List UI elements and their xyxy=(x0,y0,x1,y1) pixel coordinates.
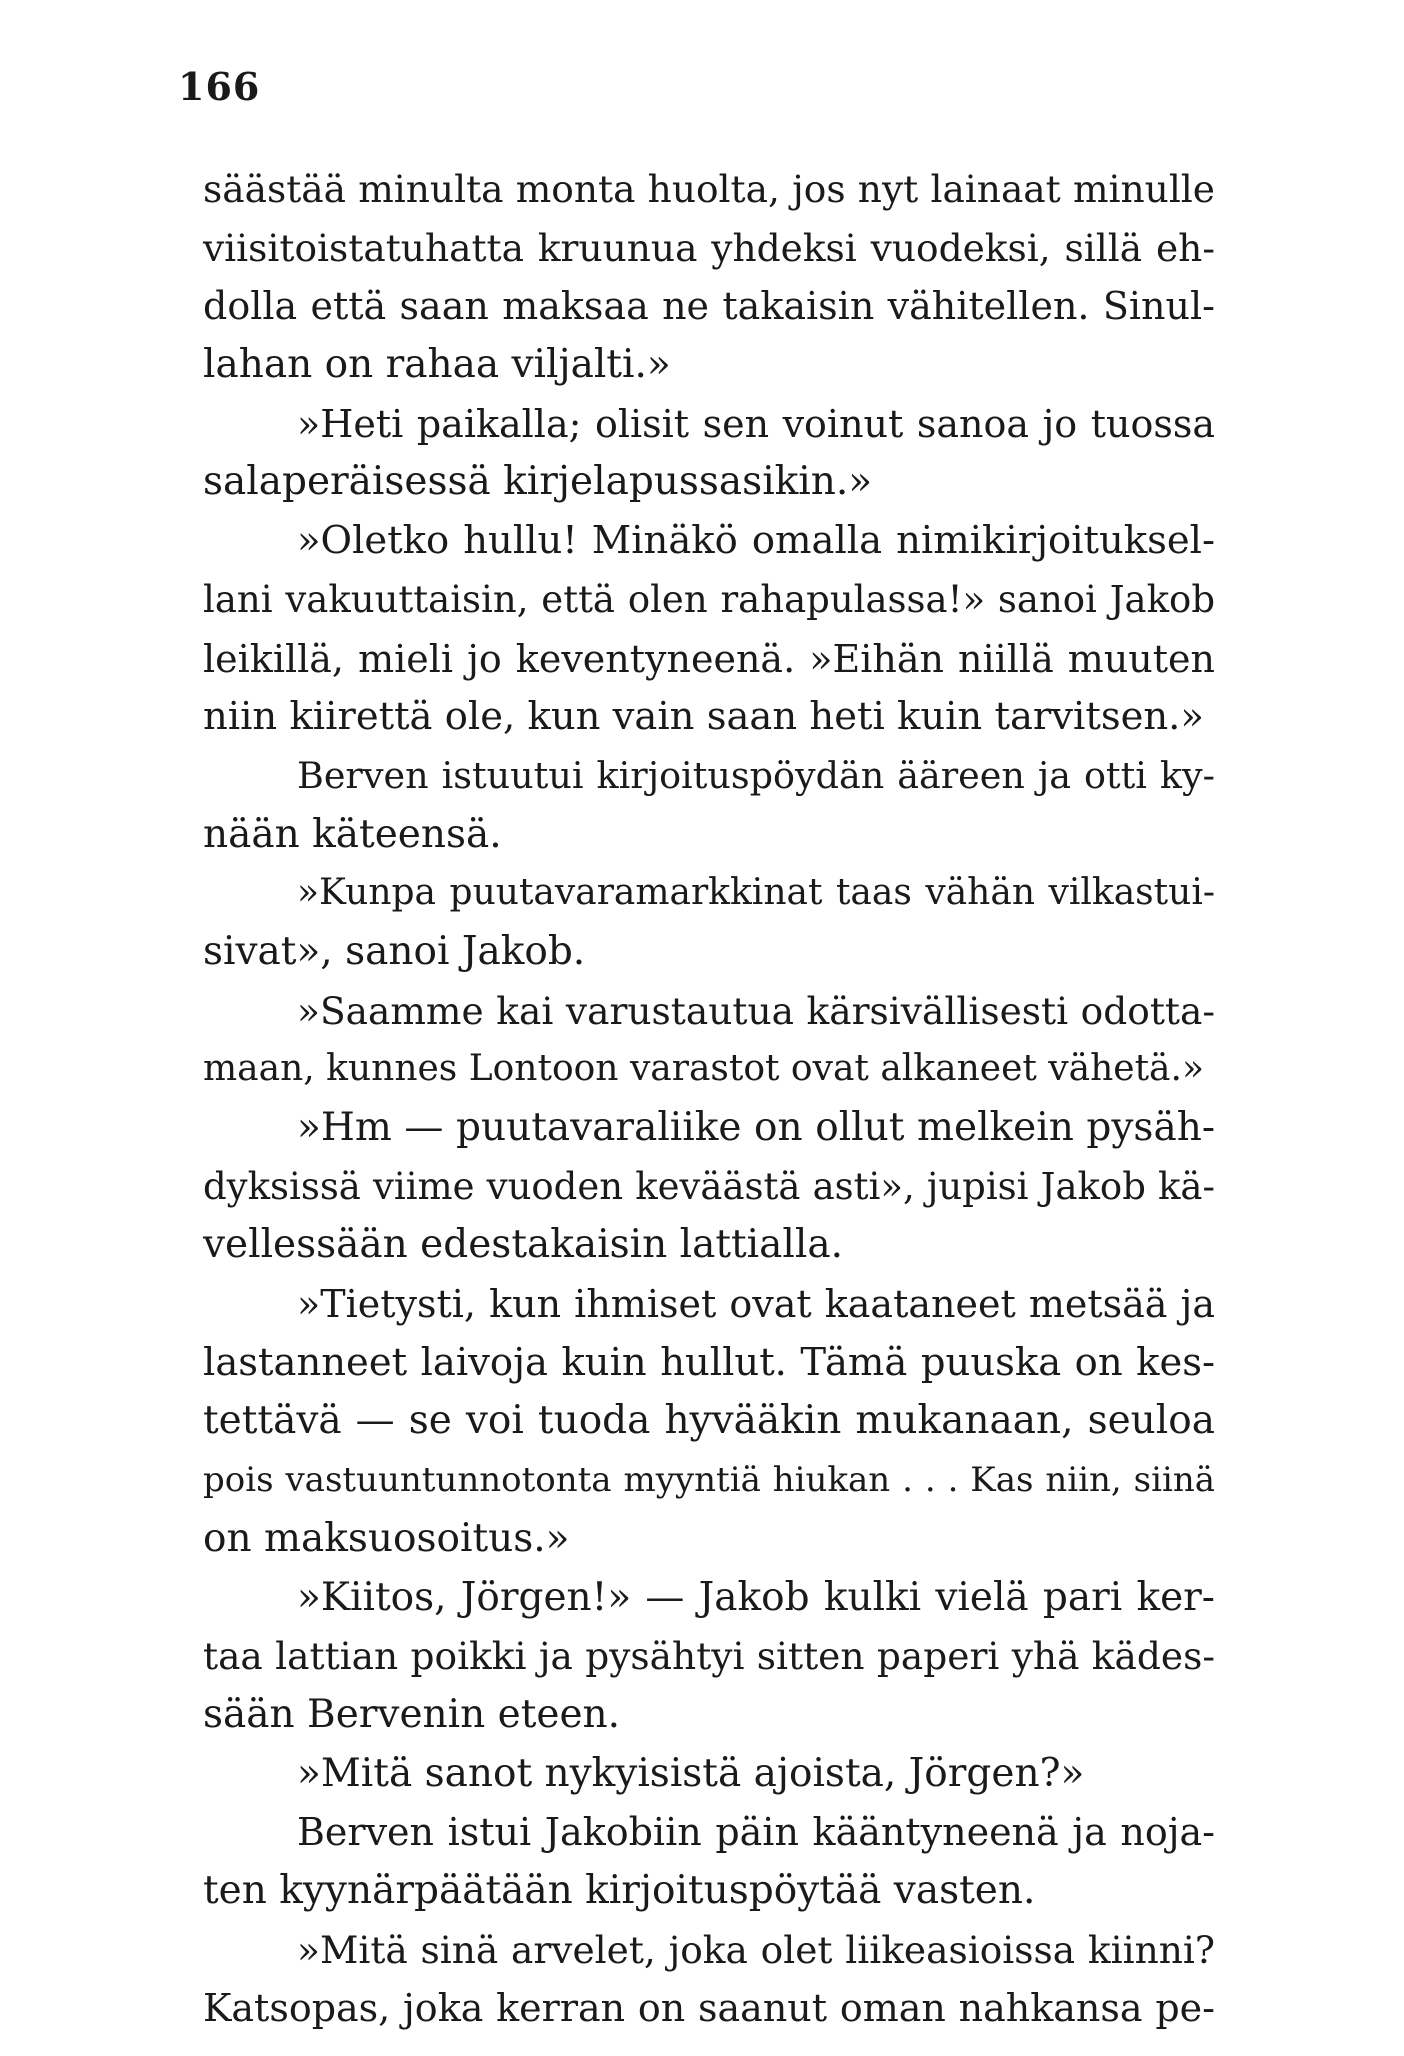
text-line: tettävä — se voi tuoda hyvääkin mukanaan, seuloa xyxy=(203,1398,1215,1444)
text-line: »Oletko hullu! Minäkö omalla nimikirjoituksel- xyxy=(297,518,1215,564)
text-line: »Mitä sanot nykyisistä ajoista, Jörgen?» xyxy=(297,1750,1085,1796)
page-number: 166 xyxy=(178,64,261,109)
text-line: »Hm — puutavaraliike on ollut melkein pysäh- xyxy=(297,1105,1215,1150)
text-line: dyksissä viime vuoden keväästä asti», jupisi Jakob kä- xyxy=(203,1164,1215,1208)
text-line: nään käteensä. xyxy=(203,811,502,857)
text-line: sään Bervenin eteen. xyxy=(203,1691,621,1737)
text-line: »Heti paikalla; olisit sen voinut sanoa jo tuossa xyxy=(297,401,1215,446)
text-line: lahan on rahaa viljalti.» xyxy=(203,342,671,388)
text-line: »Mitä sinä arvelet, joka olet liikeasioissa kiinni? xyxy=(297,1927,1215,1972)
text-line: Katsopas, joka kerran on saanut oman nahkansa pe- xyxy=(203,1986,1215,2031)
text-line: Berven istuutui kirjoituspöydän ääreen ja otti ky- xyxy=(297,753,1215,797)
text-line: säästää minulta monta huolta, jos nyt lainaat minulle xyxy=(203,167,1215,211)
text-line: on maksuosoitus.» xyxy=(203,1515,570,1561)
text-line: »Kunpa puutavaramarkkinat taas vähän vilkastui- xyxy=(297,872,1215,914)
text-line: salaperäisessä kirjelapussasikin.» xyxy=(203,459,873,505)
text-line: »Saamme kai varustautua kärsivällisesti odotta- xyxy=(297,988,1215,1033)
text-line: Berven istui Jakobiin päin kääntyneenä ja noja- xyxy=(297,1810,1215,1855)
text-line: »Kiitos, Jörgen!» — Jakob kulki vielä pari ker- xyxy=(297,1574,1215,1620)
text-line: vellessään edestakaisin lattialla. xyxy=(203,1222,843,1268)
text-line: lani vakuuttaisin, että olen rahapulassa!» sanoi Jakob xyxy=(203,577,1215,621)
text-line: sivat», sanoi Jakob. xyxy=(203,928,586,974)
text-line: viisitoistatuhatta kruunua yhdeksi vuodeksi, sillä eh- xyxy=(203,225,1215,270)
text-line: pois vastuuntunnotonta myyntiä hiukan . . . Kas niin, siinä xyxy=(203,1460,1215,1501)
text-line: ten kyynärpäätään kirjoituspöytää vasten. xyxy=(203,1867,1036,1913)
text-line: lastanneet laivoja kuin hullut. Tämä puuska on kes- xyxy=(203,1339,1215,1385)
text-line: »Tietysti, kun ihmiset ovat kaataneet metsää ja xyxy=(297,1282,1215,1327)
text-line: leikillä, mieli jo keventyneenä. »Eihän niillä muuten xyxy=(203,636,1215,681)
text-line: taa lattian poikki ja pysähtyi sitten paperi yhä kädes- xyxy=(203,1634,1215,1679)
body-text xyxy=(203,160,1215,2038)
text-line: maan, kunnes Lontoon varastot ovat alkaneet vähetä.» xyxy=(203,1048,1204,1090)
text-line: niin kiirettä ole, kun vain saan heti kuin tarvitsen.» xyxy=(203,694,1204,740)
text-line: dolla että saan maksaa ne takaisin vähitellen. Sinul- xyxy=(203,284,1215,329)
